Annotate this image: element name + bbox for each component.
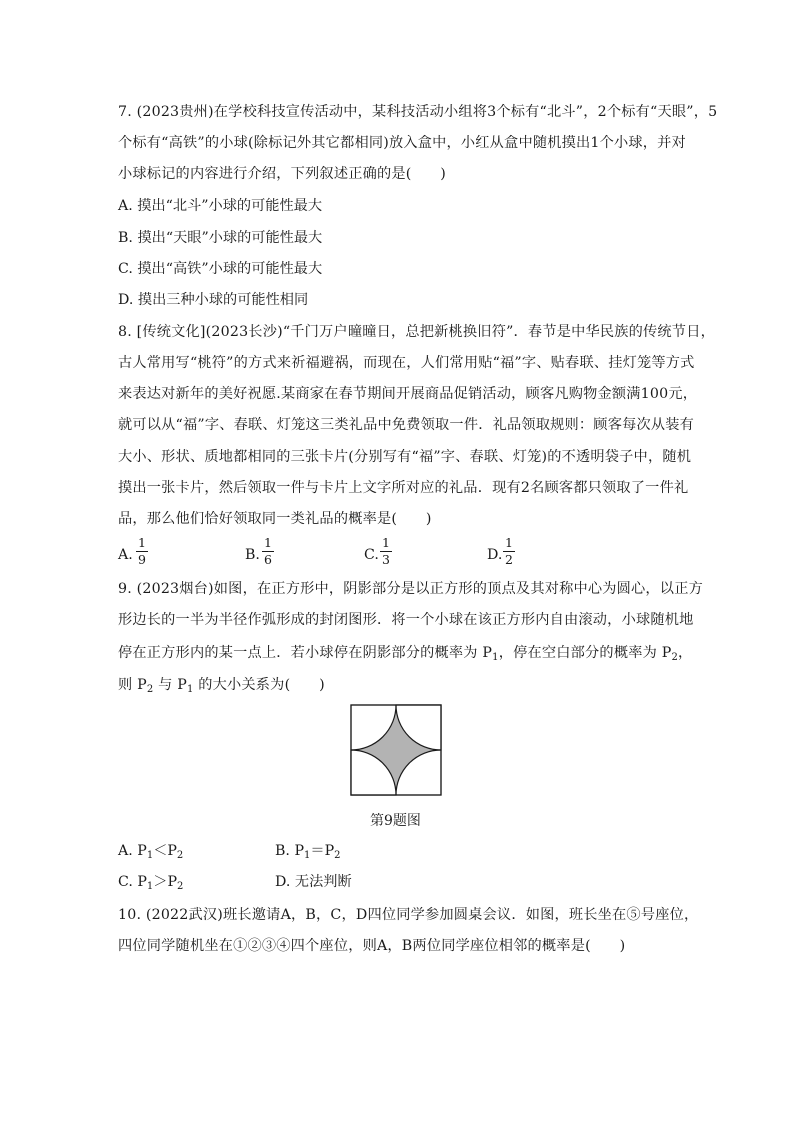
q8-option-a-denominator: 9 <box>138 552 146 567</box>
q9-option-b <box>275 841 340 866</box>
opt-text: ＝P <box>310 843 335 859</box>
q10-stem-line1: 10. (2022武汉)班长邀请A，B，C，D四位同学参加圆桌会议．如图，班长坐在⑤号座位， <box>118 907 699 923</box>
q8-option-b-numerator: 1 <box>264 535 272 550</box>
q8-option-c-numerator: 1 <box>382 535 390 550</box>
q8-option-d-label: D. <box>487 547 503 563</box>
q7-stem-line3: 小球标记的内容进行介绍，下列叙述正确的是( ) <box>118 166 446 182</box>
q7-option-d: D. 摸出三种小球的可能性相同 <box>118 292 309 308</box>
opt-text: ＜P <box>153 843 177 859</box>
subscript: 1 <box>146 881 154 892</box>
opt-text: C. P <box>118 874 147 890</box>
q10-stem-line2: 四位同学随机坐在①②③④四个座位，则A，B两位同学座位相邻的概率是( ) <box>118 938 626 954</box>
q7-option-c: C. 摸出“高铁”小球的可能性最大 <box>118 261 323 277</box>
q9-line4-part1: 则 P <box>118 677 147 693</box>
q9-option-a <box>118 841 183 866</box>
q8-stem-line2: 古人常用写“桃符”的方式来祈福避祸，而现在，人们常用贴“福”字、贴春联、挂灯笼等方式 <box>118 355 695 371</box>
q8-option-b-label: B. <box>245 547 260 563</box>
q8-option-b-fraction <box>262 536 274 567</box>
q9-stem-line2: 形边长的一半为半径作弧形成的封闭图形．将一个小球在该正方形内自由滚动，小球随机地 <box>118 612 694 628</box>
subscript: 2 <box>334 850 341 861</box>
subscript: 1 <box>304 850 311 861</box>
subscript: 2 <box>177 881 184 892</box>
q9-figure-caption: 第9题图 <box>370 813 421 829</box>
q9-line4-part3: 的大小关系为( ) <box>193 677 325 693</box>
q8-option-c-label: C. <box>364 547 379 563</box>
q8-option-a-fraction <box>136 536 148 567</box>
subscript: 2 <box>671 652 679 663</box>
q9-option-c <box>118 872 183 897</box>
q9-option-d: D. 无法判断 <box>275 874 352 890</box>
q9-stem-line3 <box>118 643 692 668</box>
q8-stem-line5: 大小、形状、质地都相同的三张卡片(分别写有“福”字、春联、灯笼)的不透明袋子中，随机 <box>118 449 692 465</box>
q8-option-d-denominator: 2 <box>505 552 513 567</box>
subscript: 1 <box>186 684 194 695</box>
subscript: 2 <box>146 684 154 695</box>
q8-option-b-denominator: 6 <box>264 552 272 567</box>
q8-stem-line3: 来表达对新年的美好祝愿.某商家在春节期间开展商品促销活动，顾客凡购物金额满100元， <box>118 386 698 402</box>
q8-stem-line4: 就可以从“福”字、春联、灯笼这三类礼品中免费领取一件．礼品领取规则：顾客每次从装有 <box>118 417 695 433</box>
subscript: 1 <box>492 652 499 663</box>
subscript: 1 <box>146 850 154 861</box>
q8-stem-line6: 摸出一张卡片，然后领取一件与卡片上文字所对应的礼品．现有2名顾客都只领取了一件礼 <box>118 480 689 496</box>
q8-option-c-fraction <box>380 536 392 567</box>
q8-option-c-denominator: 3 <box>382 552 390 567</box>
q8-stem-line1: 8. [传统文化](2023长沙)“千门万户曈曈日，总把新桃换旧符”．春节是中华民族的传统节日， <box>118 324 715 340</box>
q9-square-figure <box>350 704 444 798</box>
opt-text: ＞P <box>153 874 178 890</box>
q9-line3-part2: ，停在空白部分的概率为 P <box>498 645 672 661</box>
q8-option-a-label: A. <box>118 547 133 563</box>
q7-option-b: B. 摸出“天眼”小球的可能性最大 <box>118 230 323 246</box>
q9-line3-part3: ， <box>678 645 693 661</box>
q8-option-a-numerator: 1 <box>138 535 146 550</box>
q8-stem-line7: 品，那么他们恰好领取同一类礼品的概率是( ) <box>118 511 432 527</box>
q7-option-a: A. 摸出“北斗”小球的可能性最大 <box>118 198 323 214</box>
q7-stem-line2: 个标有“高铁”的小球(除标记外其它都相同)放入盒中，小红从盒中随机摸出1个小球，并对 <box>118 135 686 151</box>
opt-text: B. P <box>275 843 304 859</box>
q9-line3-part1: 停在正方形内的某一点上．若小球停在阴影部分的概率为 P <box>118 645 493 661</box>
q8-option-d-fraction <box>503 536 515 567</box>
opt-text: A. P <box>118 843 147 859</box>
q9-stem-line4 <box>118 675 325 700</box>
subscript: 2 <box>176 850 184 861</box>
q9-stem-line1: 9. (2023烟台)如图，在正方形中，阴影部分是以正方形的顶点及其对称中心为圆心，以正方 <box>118 581 703 597</box>
q8-option-d-numerator: 1 <box>505 535 513 550</box>
q9-line4-part2: 与 P <box>153 677 187 693</box>
q7-stem-line1: 7. (2023贵州)在学校科技宣传活动中，某科技活动小组将3个标有“北斗”，2个标有“天眼”，5 <box>118 104 718 120</box>
